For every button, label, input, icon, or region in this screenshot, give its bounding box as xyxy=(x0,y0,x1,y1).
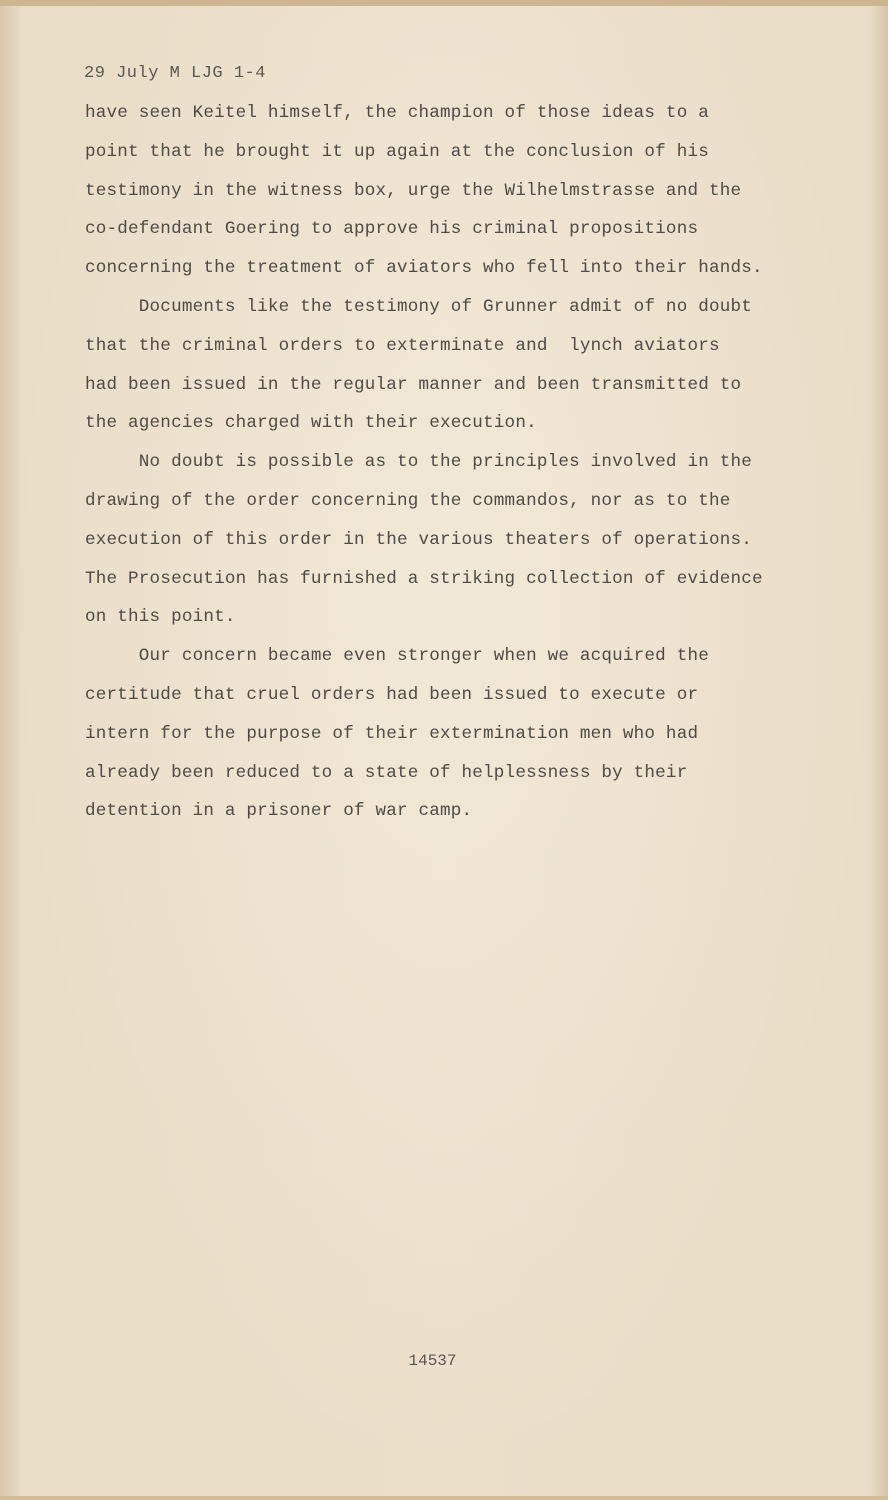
text-line: have seen Keitel himself, the champion of those ideas to a xyxy=(85,103,709,123)
text-line: Documents like the testimony of Grunner admit of no doubt xyxy=(85,296,752,317)
document-body xyxy=(85,94,825,831)
text-line: The Prosecution has furnished a striking collection of evidence xyxy=(85,568,763,589)
text-line: point that he brought it up again at the conclusion of his xyxy=(85,141,709,162)
text-line: that the criminal orders to exterminate and lynch aviators xyxy=(85,335,720,356)
text-line: execution of this order in the various theaters of operations. xyxy=(85,529,752,550)
text-line: on this point. xyxy=(85,607,236,628)
page-header: 29 July M LJG 1-4 xyxy=(84,64,266,83)
text-line: certitude that cruel orders had been issued to execute or xyxy=(85,684,699,705)
text-line: drawing of the order concerning the commandos, nor as to the xyxy=(85,490,731,511)
text-line: intern for the purpose of their extermination men who had xyxy=(85,723,699,744)
text-line: had been issued in the regular manner and been transmitted to xyxy=(85,374,742,395)
text-line: testimony in the witness box, urge the Wilhelmstrasse and the xyxy=(85,180,742,201)
text-line: the agencies charged with their execution. xyxy=(85,413,537,434)
text-line: Our concern became even stronger when we acquired the xyxy=(85,646,709,667)
page-number: 14537 xyxy=(408,1352,457,1370)
text-line: already been reduced to a state of helplessness by their xyxy=(85,762,688,783)
text-line: detention in a prisoner of war camp. xyxy=(85,801,473,822)
text-line: concerning the treatment of aviators who fell into their hands. xyxy=(85,258,763,279)
text-line: No doubt is possible as to the principles involved in the xyxy=(85,452,752,473)
text-line: co-defendant Goering to approve his criminal propositions xyxy=(85,219,699,240)
